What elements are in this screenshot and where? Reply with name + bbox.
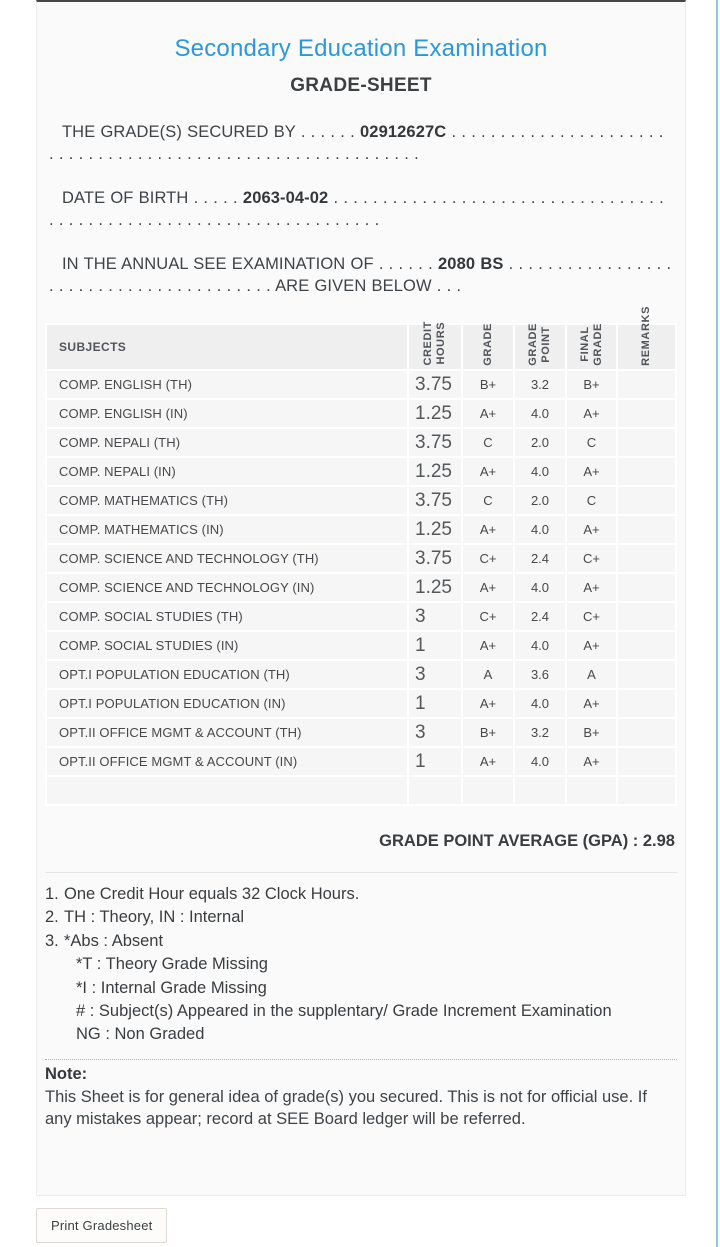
spacer-cell [617,776,676,805]
grade-point-rotated-label [515,323,565,366]
grade-cell: A+ [462,689,514,718]
subject-cell: OPT.I POPULATION EDUCATION (IN) [46,689,408,718]
secured-by-line [49,122,673,165]
grade-cell: C [462,428,514,457]
grade-point-cell: 4.0 [514,573,566,602]
final-grade-rotated-label [567,323,616,366]
remarks-cell [617,747,676,776]
table-row [46,515,676,544]
remarks-cell [617,486,676,515]
remarks-cell [617,573,676,602]
subject-cell: COMP. ENGLISH (IN) [46,399,408,428]
secured-by-dots: . . . . . . [300,123,355,141]
table-row [46,631,676,660]
final-grade-cell: C [566,428,617,457]
subject-cell: OPT.I POPULATION EDUCATION (TH) [46,660,408,689]
grade-point-label-line2: POINT [540,326,552,363]
exam-year-line [49,254,673,297]
table-row [46,370,676,399]
remarks-cell [617,370,676,399]
table-row [46,486,676,515]
date-of-birth-line [49,188,673,231]
note-number: 1. [45,885,59,903]
exam-dots: . . . . . . [378,255,433,273]
list-item: *T : Theory Grade Missing [76,955,268,974]
notes-list [45,883,677,1047]
grade-cell: A+ [462,515,514,544]
credit-hours-cell: 3 [408,602,462,631]
credit-label-line2: HOURS [435,322,447,366]
list-item [45,930,677,953]
table-row [46,544,676,573]
grade-cell: B+ [462,370,514,399]
table-row [46,573,676,602]
credit-hours-cell: 3.75 [408,486,462,515]
section-divider [45,872,677,873]
credit-hours-rotated-label [409,321,461,366]
spacer-cell [566,776,617,805]
final-grade-cell: A+ [566,747,617,776]
spacer-cell [46,776,408,805]
final-grade-cell: A [566,660,617,689]
final-grade-cell: B+ [566,718,617,747]
grade-point-cell: 2.0 [514,428,566,457]
symbol-number-value: 02912627C [360,123,447,141]
note-number: 2. [45,908,59,927]
dob-dots: . . . . . [193,189,238,207]
credit-hours-cell: 3.75 [408,544,462,573]
grade-point-cell: 2.4 [514,602,566,631]
table-row [46,399,676,428]
remarks-label-line1: REMARKS [640,306,652,366]
note-body: This Sheet is for general idea of grade(s) you secured. This is not for official use. If any mistakes appear; record at SEE Board ledger will be referred. [45,1087,647,1129]
remarks-cell [617,428,676,457]
header-grade-point [514,324,566,370]
grade-cell: A+ [462,631,514,660]
table-footer-spacer-row [46,776,676,805]
remarks-cell [617,399,676,428]
final-grade-cell: A+ [566,399,617,428]
grade-point-cell: 3.6 [514,660,566,689]
grade-cell: A+ [462,573,514,602]
grade-point-cell: 2.4 [514,544,566,573]
grade-point-cell: 4.0 [514,631,566,660]
exam-suffix: ARE GIVEN BELOW . . . [275,276,462,295]
credit-hours-cell: 1.25 [408,457,462,486]
remarks-cell [617,689,676,718]
print-gradesheet-button[interactable]: Print Gradesheet [36,1208,167,1243]
header-subjects: SUBJECTS [46,324,408,370]
credit-hours-cell: 1 [408,689,462,718]
final-grade-cell: A+ [566,631,617,660]
credit-hours-cell: 3 [408,660,462,689]
grade-rotated-label [463,323,513,366]
grade-cell: C+ [462,544,514,573]
credit-hours-cell: 1.25 [408,573,462,602]
subject-cell: COMP. MATHEMATICS (TH) [46,486,408,515]
list-item [45,883,677,906]
grade-cell: B+ [462,718,514,747]
secured-by-label: THE GRADE(S) SECURED BY [62,123,296,141]
subject-cell: COMP. SCIENCE AND TECHNOLOGY (IN) [46,573,408,602]
grades-table [45,306,677,806]
subject-cell: COMP. ENGLISH (TH) [46,370,408,399]
grade-point-cell: 4.0 [514,515,566,544]
header-credit-hours [408,321,462,370]
grade-cell: A [462,660,514,689]
list-item: # : Subject(s) Appeared in the supplentary/ Grade Increment Examination [76,1002,612,1021]
gradesheet-card [36,0,686,1196]
grade-point-cell: 4.0 [514,689,566,718]
subject-cell: OPT.II OFFICE MGMT & ACCOUNT (TH) [46,718,408,747]
spacer-cell [514,776,566,805]
table-row [46,718,676,747]
grade-point-label-line1: GRADE [527,323,539,366]
remarks-cell [617,631,676,660]
grade-point-cell: 3.2 [514,718,566,747]
table-row [46,457,676,486]
right-edge-accent-line [716,0,718,1247]
grade-cell: A+ [462,747,514,776]
gpa-label: GRADE POINT AVERAGE (GPA) : [379,832,639,850]
remarks-cell [617,602,676,631]
note-text: TH : Theory, IN : Internal [64,908,245,927]
dob-label: DATE OF BIRTH [62,189,189,207]
remarks-rotated-label [618,306,675,366]
grade-label-line1: GRADE [481,323,494,366]
exam-year-value: 2080 BS [438,255,504,273]
header-grade [462,324,514,370]
grade-cell: C+ [462,602,514,631]
grade-point-cell: 4.0 [514,457,566,486]
subject-cell: COMP. NEPALI (IN) [46,457,408,486]
final-grade-cell: A+ [566,573,617,602]
credit-hours-cell: 1.25 [408,515,462,544]
final-grade-cell: C+ [566,602,617,631]
list-item [45,906,677,929]
page-title: Secondary Education Examination [174,35,548,62]
note-heading: Note: [45,1064,88,1083]
subject-cell: COMP. MATHEMATICS (IN) [46,515,408,544]
header-remarks [617,306,676,370]
table-row [46,602,676,631]
subject-cell: OPT.II OFFICE MGMT & ACCOUNT (IN) [46,747,408,776]
gpa-value: 2.98 [642,832,675,850]
table-row [46,660,676,689]
list-item: NG : Non Graded [76,1025,205,1044]
gpa-line [45,832,677,851]
final-grade-cell: A+ [566,515,617,544]
grade-point-cell: 4.0 [514,399,566,428]
final-grade-cell: B+ [566,370,617,399]
grade-cell: A+ [462,399,514,428]
exam-label: IN THE ANNUAL SEE EXAMINATION OF [62,255,374,273]
note-text: *Abs : Absent [64,931,164,950]
final-grade-label-line2: GRADE [591,323,604,366]
table-row [46,428,676,457]
grade-cell: C [462,486,514,515]
dob-value: 2063-04-02 [242,189,329,207]
final-grade-cell: A+ [566,689,617,718]
dob-trailing-dots: . . . . . . . . . . . . . . . . . . . . . . . . . . . . . . . . . . . . . . . . . . . . . . . . . . . . . . . . . . . . . . . . . . . . [49,189,664,229]
credit-hours-cell: 1 [408,631,462,660]
table-row [46,689,676,718]
spacer-cell [462,776,514,805]
remarks-cell [617,457,676,486]
remarks-cell [617,660,676,689]
exam-trailing-dots: . . . . . . . . . . . . . . . . . . . . . . . . . . . . . . . . . . . . . . . . [49,255,672,295]
table-row [46,747,676,776]
final-grade-cell: A+ [566,457,617,486]
spacer-cell [408,776,462,805]
note-text: One Credit Hour equals 32 Clock Hours. [64,885,360,903]
subject-cell: COMP. SCIENCE AND TECHNOLOGY (TH) [46,544,408,573]
gradesheet-subtitle: GRADE-SHEET [290,75,432,96]
credit-hours-cell: 1.25 [408,399,462,428]
final-grade-label-line1: FINAL [578,326,591,363]
grade-point-cell: 3.2 [514,370,566,399]
secured-by-trailing-dots: . . . . . . . . . . . . . . . . . . . . . . . . . . . . . . . . . . . . . . . . . . . . . . . . . . . . . . . . . . . . [49,123,664,163]
remarks-cell [617,544,676,573]
grade-point-cell: 4.0 [514,747,566,776]
final-grade-cell: C+ [566,544,617,573]
credit-hours-cell: 3 [408,718,462,747]
header-final-grade [566,324,617,370]
note-number: 3. [45,931,59,950]
subject-cell: COMP. SOCIAL STUDIES (TH) [46,602,408,631]
remarks-cell [617,718,676,747]
grade-cell: A+ [462,457,514,486]
credit-hours-cell: 3.75 [408,428,462,457]
grade-point-cell: 2.0 [514,486,566,515]
subject-cell: COMP. SOCIAL STUDIES (IN) [46,631,408,660]
final-grade-cell: C [566,486,617,515]
dotted-divider [45,1059,677,1060]
list-item: *I : Internal Grade Missing [76,978,267,997]
credit-hours-cell: 1 [408,747,462,776]
credit-hours-cell: 3.75 [408,370,462,399]
table-header-row [46,324,676,370]
remarks-cell [617,515,676,544]
credit-label-line1: CREDIT [422,321,434,366]
subject-cell: COMP. NEPALI (TH) [46,428,408,457]
